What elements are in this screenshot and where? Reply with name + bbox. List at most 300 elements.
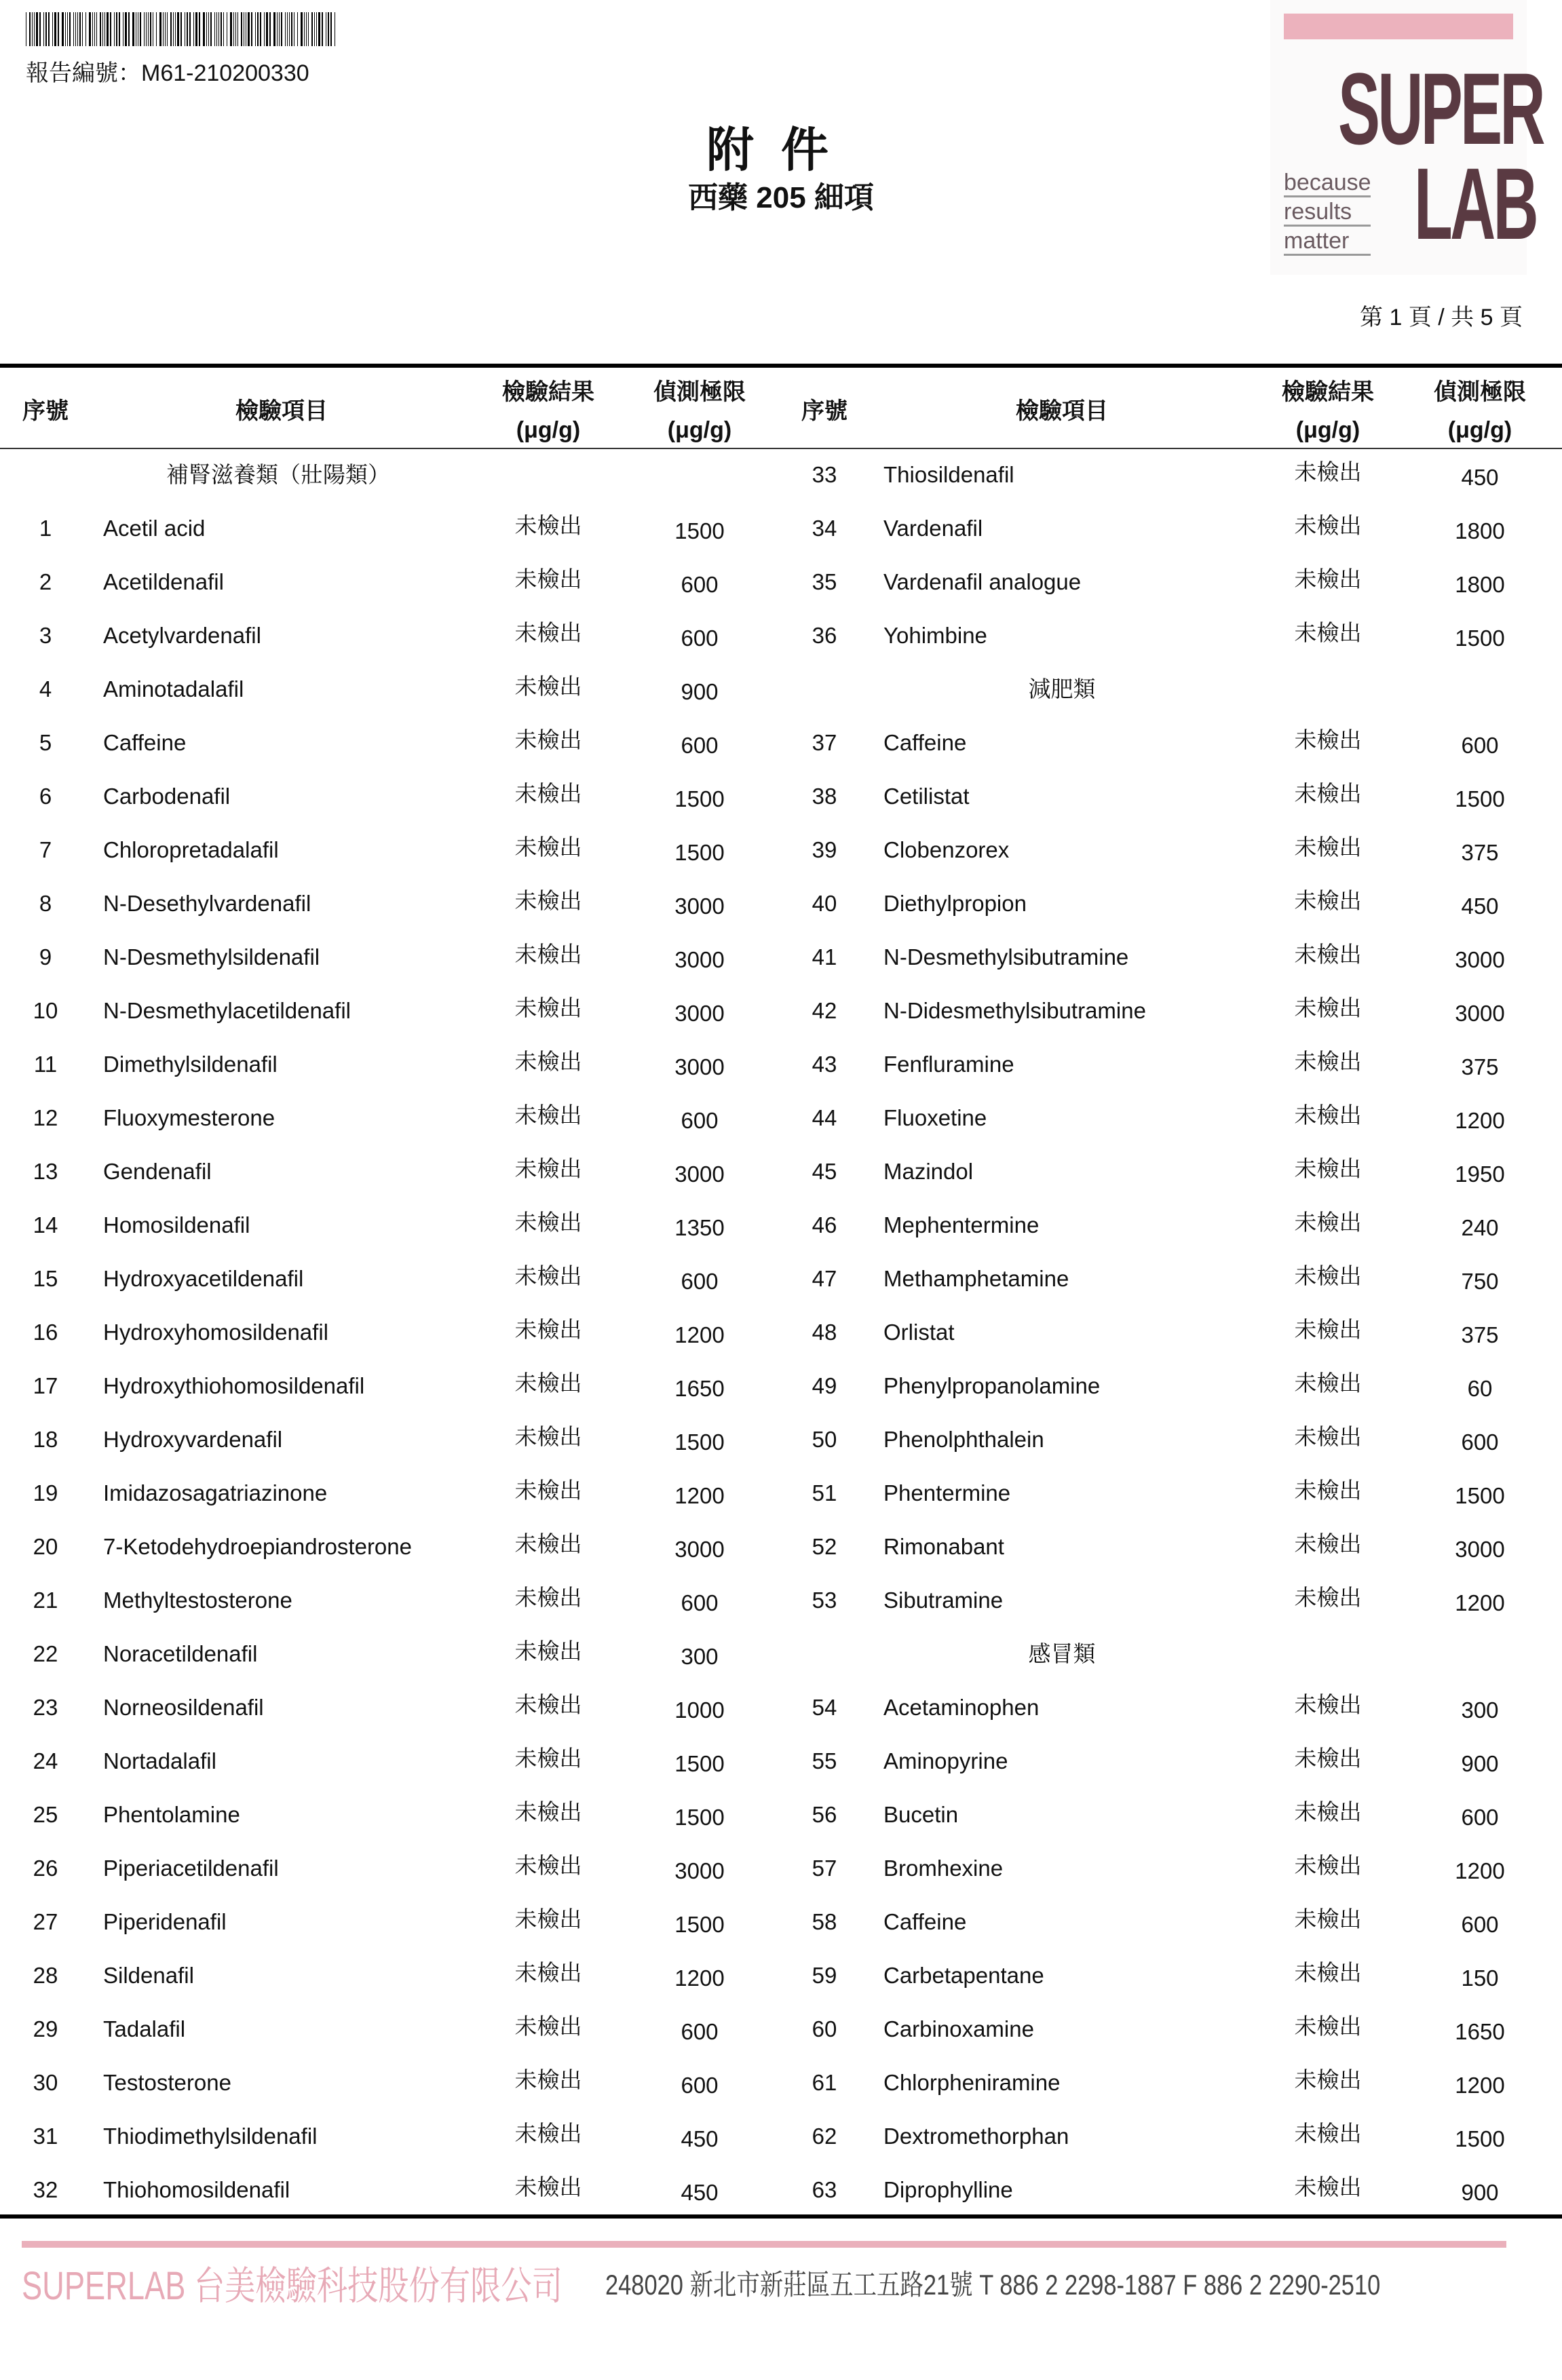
test-result: 未檢出 <box>1294 834 1362 860</box>
table-row <box>0 1198 1562 1252</box>
table-row <box>0 1252 1562 1305</box>
detection-limit: 600 <box>681 2073 719 2098</box>
test-item-name: Methyltestosterone <box>103 1588 292 1613</box>
row-number: 5 <box>39 730 52 755</box>
detection-limit: 600 <box>1461 733 1499 758</box>
table-row <box>0 1520 1562 1573</box>
detection-limit: 3000 <box>674 1162 725 1187</box>
row-number: 54 <box>812 1695 837 1720</box>
test-result: 未檢出 <box>514 1799 582 1824</box>
test-result: 未檢出 <box>1294 2014 1362 2039</box>
test-result: 未檢出 <box>1294 1370 1362 1396</box>
row-number: 50 <box>812 1427 837 1452</box>
detection-limit: 1200 <box>1455 1590 1505 1615</box>
test-result: 未檢出 <box>1294 2067 1362 2092</box>
test-item-name: Vardenafil analogue <box>883 569 1082 594</box>
test-result: 未檢出 <box>514 888 582 913</box>
row-number: 58 <box>812 1909 837 1934</box>
table-row <box>0 448 1562 501</box>
test-item-name: Yohimbine <box>883 623 987 648</box>
row-number: 27 <box>33 1909 58 1934</box>
detection-limit: 600 <box>1461 1429 1499 1455</box>
test-item-name: Sildenafil <box>103 1963 194 1988</box>
test-result: 未檢出 <box>1294 1853 1362 1878</box>
table-row <box>0 1413 1562 1466</box>
test-result: 未檢出 <box>514 2174 582 2200</box>
row-number: 12 <box>33 1105 58 1130</box>
detection-limit: 240 <box>1461 1215 1499 1240</box>
row-number: 18 <box>33 1427 58 1452</box>
header-result-left: 檢驗結果 (μg/g) <box>502 379 594 443</box>
test-result: 未檢出 <box>514 567 582 592</box>
test-item-name: Thiohomosildenafil <box>103 2177 290 2202</box>
test-result: 未檢出 <box>1294 1746 1362 1771</box>
test-result: 未檢出 <box>1294 620 1362 645</box>
detection-limit: 1200 <box>1455 2073 1505 2098</box>
test-result: 未檢出 <box>514 727 582 752</box>
row-number: 55 <box>812 1748 837 1773</box>
test-result: 未檢出 <box>514 1746 582 1771</box>
row-number: 10 <box>33 998 58 1023</box>
row-number: 39 <box>812 837 837 862</box>
detection-limit: 1200 <box>1455 1108 1505 1133</box>
detection-limit: 1650 <box>674 1376 725 1401</box>
row-number: 25 <box>33 1802 58 1827</box>
table-row <box>0 823 1562 877</box>
superlab-logo <box>1270 0 1543 275</box>
test-result: 未檢出 <box>1294 2174 1362 2200</box>
row-number: 31 <box>33 2124 58 2149</box>
detection-limit: 1500 <box>674 840 725 865</box>
row-number: 28 <box>33 1963 58 1988</box>
row-number: 43 <box>812 1052 837 1077</box>
test-item-name: Thiodimethylsildenafil <box>103 2124 318 2149</box>
row-number: 33 <box>812 462 837 487</box>
test-result: 未檢出 <box>514 1585 582 1610</box>
logo-tag-because: because <box>1284 170 1371 197</box>
test-result: 未檢出 <box>1294 2121 1362 2146</box>
test-item-name: Gendenafil <box>103 1159 212 1184</box>
row-number: 60 <box>812 2016 837 2041</box>
test-item-name: N-Desmethylsildenafil <box>103 944 320 970</box>
test-item-name: Acetil acid <box>103 516 206 541</box>
detection-limit: 600 <box>681 1269 719 1294</box>
test-result: 未檢出 <box>514 995 582 1020</box>
row-number: 8 <box>39 891 52 916</box>
row-number: 7 <box>39 837 52 862</box>
table-row <box>0 1788 1562 1841</box>
logo-tag-results: results <box>1284 199 1371 227</box>
detection-limit: 1500 <box>1455 2126 1505 2151</box>
test-result: 未檢出 <box>1294 1102 1362 1128</box>
header-item-right: 檢驗項目 <box>1016 398 1108 424</box>
detection-limit: 600 <box>681 1108 719 1133</box>
test-item-name: Orlistat <box>883 1320 955 1345</box>
row-number: 41 <box>812 944 837 970</box>
test-result: 未檢出 <box>514 834 582 860</box>
header-limit-right: 偵測極限 (μg/g) <box>1434 379 1526 443</box>
test-result: 未檢出 <box>514 1210 582 1235</box>
row-number: 56 <box>812 1802 837 1827</box>
test-item-name: N-Didesmethylsibutramine <box>883 998 1146 1023</box>
test-item-name: Acetylvardenafil <box>103 623 261 648</box>
test-result: 未檢出 <box>514 1638 582 1664</box>
test-item-name: Caffeine <box>883 1909 967 1934</box>
table-row <box>0 930 1562 984</box>
test-result: 未檢出 <box>514 674 582 699</box>
test-item-name: Noracetildenafil <box>103 1641 258 1666</box>
table-row <box>0 1359 1562 1413</box>
table-row <box>0 1895 1562 1949</box>
row-number: 14 <box>33 1212 58 1237</box>
table-row <box>0 2109 1562 2163</box>
test-item-name: Fluoxymesterone <box>103 1105 275 1130</box>
test-item-name: Norneosildenafil <box>103 1695 264 1720</box>
detection-limit: 1200 <box>674 1322 725 1347</box>
test-result: 未檢出 <box>514 1906 582 1932</box>
barcode <box>26 12 337 46</box>
table-row <box>0 1145 1562 1198</box>
test-item-name: N-Desethylvardenafil <box>103 891 311 916</box>
detection-limit: 375 <box>1461 1054 1499 1079</box>
footer-address: 248020 新北市新莊區五工五路21號 T 886 2 2298-1887 F 886 2 2290-2510 <box>605 2269 1381 2301</box>
test-result: 未檢出 <box>1294 1049 1362 1074</box>
test-item-name: Mazindol <box>883 1159 974 1184</box>
detection-limit: 900 <box>1461 1751 1499 1776</box>
table-row <box>0 555 1562 609</box>
test-item-name: Nortadalafil <box>103 1748 216 1773</box>
test-item-name: Diprophylline <box>883 2177 1013 2202</box>
row-number: 17 <box>33 1373 58 1398</box>
table-row <box>0 1734 1562 1788</box>
header-item-left: 檢驗項目 <box>235 398 328 424</box>
row-number: 1 <box>39 516 52 541</box>
test-item-name: Dextromethorphan <box>883 2124 1069 2149</box>
test-item-name: Chloropretadalafil <box>103 837 279 862</box>
test-item-name: Bromhexine <box>883 1856 1004 1881</box>
test-result: 未檢出 <box>1294 888 1362 913</box>
table-row <box>0 1091 1562 1145</box>
test-item-name: Vardenafil <box>883 516 983 541</box>
logo-tag-matter: matter <box>1284 228 1371 256</box>
table-row <box>0 877 1562 930</box>
table-bottom-rule <box>0 2214 1562 2219</box>
detection-limit: 1200 <box>674 1965 725 1991</box>
detection-limit: 1000 <box>674 1697 725 1723</box>
test-item-name: Imidazosagatriazinone <box>103 1480 328 1505</box>
detection-limit: 3000 <box>674 1537 725 1562</box>
row-number: 42 <box>812 998 837 1023</box>
test-result: 未檢出 <box>514 1531 582 1556</box>
detection-limit: 600 <box>681 1590 719 1615</box>
detection-limit: 1800 <box>1455 572 1505 597</box>
table-row <box>0 1037 1562 1091</box>
row-number: 26 <box>33 1856 58 1881</box>
test-result: 未檢出 <box>1294 1585 1362 1610</box>
test-result: 未檢出 <box>514 1156 582 1181</box>
detection-limit: 300 <box>681 1644 719 1669</box>
detection-limit: 150 <box>1461 1965 1499 1991</box>
table-row <box>0 662 1562 716</box>
test-result: 未檢出 <box>514 2014 582 2039</box>
test-result: 未檢出 <box>1294 1692 1362 1717</box>
table-row <box>0 1466 1562 1520</box>
row-number: 19 <box>33 1480 58 1505</box>
test-item-name: Carbodenafil <box>103 784 231 809</box>
row-number: 13 <box>33 1159 58 1184</box>
table-row <box>0 2002 1562 2056</box>
test-result: 未檢出 <box>514 1853 582 1878</box>
test-item-name: Acetildenafil <box>103 569 224 594</box>
test-result: 未檢出 <box>1294 1424 1362 1449</box>
detection-limit: 1500 <box>674 1751 725 1776</box>
test-item-name: N-Desmethylsibutramine <box>883 944 1129 970</box>
test-item-name: Carbetapentane <box>883 1963 1044 1988</box>
test-result: 未檢出 <box>1294 513 1362 538</box>
row-number: 23 <box>33 1695 58 1720</box>
row-number: 16 <box>33 1320 58 1345</box>
detection-limit: 3000 <box>1455 947 1505 972</box>
row-number: 40 <box>812 891 837 916</box>
detection-limit: 600 <box>681 2019 719 2044</box>
header-no-right: 序號 <box>801 398 847 424</box>
row-number: 20 <box>33 1534 58 1559</box>
detection-limit: 1500 <box>1455 1483 1505 1508</box>
row-number: 51 <box>812 1480 837 1505</box>
row-number: 21 <box>33 1588 58 1613</box>
detection-limit: 1800 <box>1455 518 1505 543</box>
header-result-right: 檢驗結果 (μg/g) <box>1282 379 1374 443</box>
row-number: 22 <box>33 1641 58 1666</box>
table-row <box>0 501 1562 555</box>
page-subtitle: 西藥 205 細項 <box>688 181 874 214</box>
test-item-name: Thiosildenafil <box>883 462 1014 487</box>
row-number: 35 <box>812 569 837 594</box>
test-result: 未檢出 <box>514 942 582 967</box>
detection-limit: 375 <box>1461 1322 1499 1347</box>
test-item-name: Phenolphthalein <box>883 1427 1044 1452</box>
detection-limit: 1650 <box>1455 2019 1505 2044</box>
detection-limit: 3000 <box>674 1001 725 1026</box>
row-number: 37 <box>812 730 837 755</box>
test-result: 未檢出 <box>1294 781 1362 806</box>
detection-limit: 300 <box>1461 1697 1499 1723</box>
row-number: 15 <box>33 1266 58 1291</box>
test-item-name: Methamphetamine <box>883 1266 1069 1291</box>
test-item-name: Carbinoxamine <box>883 2016 1034 2041</box>
detection-limit: 600 <box>1461 1912 1499 1937</box>
detection-limit: 3000 <box>674 947 725 972</box>
detection-limit: 450 <box>681 2126 719 2151</box>
test-result: 未檢出 <box>1294 1960 1362 1985</box>
test-item-name: Aminotadalafil <box>103 676 244 702</box>
detection-limit: 1950 <box>1455 1162 1505 1187</box>
test-result: 未檢出 <box>1294 727 1362 752</box>
detection-limit: 1500 <box>1455 626 1505 651</box>
row-number: 53 <box>812 1588 837 1613</box>
row-number: 3 <box>39 623 52 648</box>
detection-limit: 750 <box>1461 1269 1499 1294</box>
detection-limit: 1200 <box>674 1483 725 1508</box>
test-result: 未檢出 <box>514 1049 582 1074</box>
test-item-name: Phentolamine <box>103 1802 240 1827</box>
detection-limit: 450 <box>1461 894 1499 919</box>
test-item-name: Hydroxythiohomosildenafil <box>103 1373 365 1398</box>
test-result: 未檢出 <box>1294 942 1362 967</box>
page-indicator: 第 1 頁 / 共 5 頁 <box>1360 305 1523 330</box>
test-result: 未檢出 <box>514 1370 582 1396</box>
row-number: 63 <box>812 2177 837 2202</box>
category-label: 補腎滋養類（壯陽類） <box>166 462 390 487</box>
test-item-name: Caffeine <box>103 730 187 755</box>
row-number: 47 <box>812 1266 837 1291</box>
test-item-name: Bucetin <box>883 1802 959 1827</box>
test-item-name: Acetaminophen <box>883 1695 1040 1720</box>
row-number: 32 <box>33 2177 58 2202</box>
test-result: 未檢出 <box>514 781 582 806</box>
test-item-name: Testosterone <box>103 2070 231 2095</box>
test-item-name: Homosildenafil <box>103 1212 250 1237</box>
detection-limit: 900 <box>681 679 719 704</box>
row-number: 45 <box>812 1159 837 1184</box>
logo-pink-bar <box>1284 14 1513 39</box>
detection-limit: 600 <box>681 572 719 597</box>
detection-limit: 3000 <box>1455 1537 1505 1562</box>
row-number: 52 <box>812 1534 837 1559</box>
table-row <box>0 1841 1562 1895</box>
table-row <box>0 769 1562 823</box>
detection-limit: 1500 <box>674 1429 725 1455</box>
detection-limit: 3000 <box>1455 1001 1505 1026</box>
detection-limit: 900 <box>1461 2180 1499 2205</box>
detection-limit: 1500 <box>674 1912 725 1937</box>
logo-super: SUPER <box>1338 52 1543 166</box>
table-row <box>0 2056 1562 2109</box>
row-number: 4 <box>39 676 52 702</box>
test-item-name: Hydroxyhomosildenafil <box>103 1320 328 1345</box>
detection-limit: 3000 <box>674 1858 725 1883</box>
table-row <box>0 716 1562 769</box>
table-row <box>0 1305 1562 1359</box>
test-item-name: Dimethylsildenafil <box>103 1052 278 1077</box>
table-row <box>0 1627 1562 1681</box>
test-item-name: Mephentermine <box>883 1212 1040 1237</box>
report-number: 報告編號：M61-210200330 <box>26 60 309 86</box>
table-row <box>0 609 1562 662</box>
row-number: 62 <box>812 2124 837 2149</box>
row-number: 2 <box>39 569 52 594</box>
test-item-name: Phentermine <box>883 1480 1011 1505</box>
test-item-name: Cetilistat <box>883 784 970 809</box>
test-item-name: Rimonabant <box>883 1534 1004 1559</box>
table-row <box>0 2163 1562 2216</box>
test-result: 未檢出 <box>514 1424 582 1449</box>
row-number: 29 <box>33 2016 58 2041</box>
header-no-left: 序號 <box>22 398 69 424</box>
test-result: 未檢出 <box>1294 1317 1362 1342</box>
detection-limit: 3000 <box>674 894 725 919</box>
row-number: 49 <box>812 1373 837 1398</box>
row-number: 30 <box>33 2070 58 2095</box>
test-item-name: Hydroxyacetildenafil <box>103 1266 304 1291</box>
test-result: 未檢出 <box>1294 1156 1362 1181</box>
test-result: 未檢出 <box>514 1478 582 1503</box>
detection-limit: 600 <box>1461 1805 1499 1830</box>
table-row <box>0 1681 1562 1734</box>
test-item-name: Piperiacetildenafil <box>103 1856 279 1881</box>
table-row <box>0 984 1562 1037</box>
test-item-name: Hydroxyvardenafil <box>103 1427 283 1452</box>
header-limit-left: 偵測極限 (μg/g) <box>653 379 746 443</box>
detection-limit: 1500 <box>674 518 725 543</box>
test-result: 未檢出 <box>1294 459 1362 484</box>
detection-limit: 60 <box>1467 1376 1493 1401</box>
test-item-name: Phenylpropanolamine <box>883 1373 1101 1398</box>
test-result: 未檢出 <box>1294 1799 1362 1824</box>
test-item-name: Tadalafil <box>103 2016 186 2041</box>
detection-limit: 1500 <box>674 1805 725 1830</box>
detection-limit: 1500 <box>1455 786 1505 811</box>
test-result: 未檢出 <box>514 1317 582 1342</box>
test-item-name: Diethylpropion <box>883 891 1027 916</box>
test-result: 未檢出 <box>514 1960 582 1985</box>
test-result: 未檢出 <box>514 620 582 645</box>
detection-limit: 450 <box>1461 465 1499 490</box>
footer-company: SUPERLAB 台美檢驗科技股份有限公司 <box>22 2264 563 2308</box>
row-number: 34 <box>812 516 837 541</box>
logo-lab: LAB <box>1414 147 1536 261</box>
row-number: 46 <box>812 1212 837 1237</box>
detection-limit: 3000 <box>674 1054 725 1079</box>
row-number: 57 <box>812 1856 837 1881</box>
test-item-name: Chlorpheniramine <box>883 2070 1061 2095</box>
detection-limit: 450 <box>681 2180 719 2205</box>
test-result: 未檢出 <box>514 1263 582 1288</box>
row-number: 59 <box>812 1963 837 1988</box>
row-number: 61 <box>812 2070 837 2095</box>
table-row <box>0 1949 1562 2002</box>
detection-limit: 600 <box>681 733 719 758</box>
test-result: 未檢出 <box>1294 1210 1362 1235</box>
category-label: 減肥類 <box>1028 676 1096 702</box>
row-number: 6 <box>39 784 52 809</box>
detection-limit: 1500 <box>674 786 725 811</box>
test-item-name: 7-Ketodehydroepiandrosterone <box>103 1534 412 1559</box>
detection-limit: 1200 <box>1455 1858 1505 1883</box>
footer-pink-line <box>22 2241 1506 2248</box>
test-item-name: Sibutramine <box>883 1588 1004 1613</box>
test-item-name: Clobenzorex <box>883 837 1010 862</box>
test-result: 未檢出 <box>514 513 582 538</box>
table-top-rule <box>0 364 1562 368</box>
row-number: 38 <box>812 784 837 809</box>
test-result: 未檢出 <box>514 1102 582 1128</box>
test-item-name: Caffeine <box>883 730 967 755</box>
page-title: 附件 <box>706 123 856 176</box>
row-number: 24 <box>33 1748 58 1773</box>
test-result: 未檢出 <box>1294 1263 1362 1288</box>
test-item-name: Piperidenafil <box>103 1909 227 1934</box>
test-result: 未檢出 <box>514 2121 582 2146</box>
test-item-name: N-Desmethylacetildenafil <box>103 998 351 1023</box>
row-number: 36 <box>812 623 837 648</box>
test-result: 未檢出 <box>1294 1531 1362 1556</box>
test-result: 未檢出 <box>1294 1478 1362 1503</box>
test-result: 未檢出 <box>514 2067 582 2092</box>
row-number: 48 <box>812 1320 837 1345</box>
test-result: 未檢出 <box>1294 995 1362 1020</box>
row-number: 44 <box>812 1105 837 1130</box>
